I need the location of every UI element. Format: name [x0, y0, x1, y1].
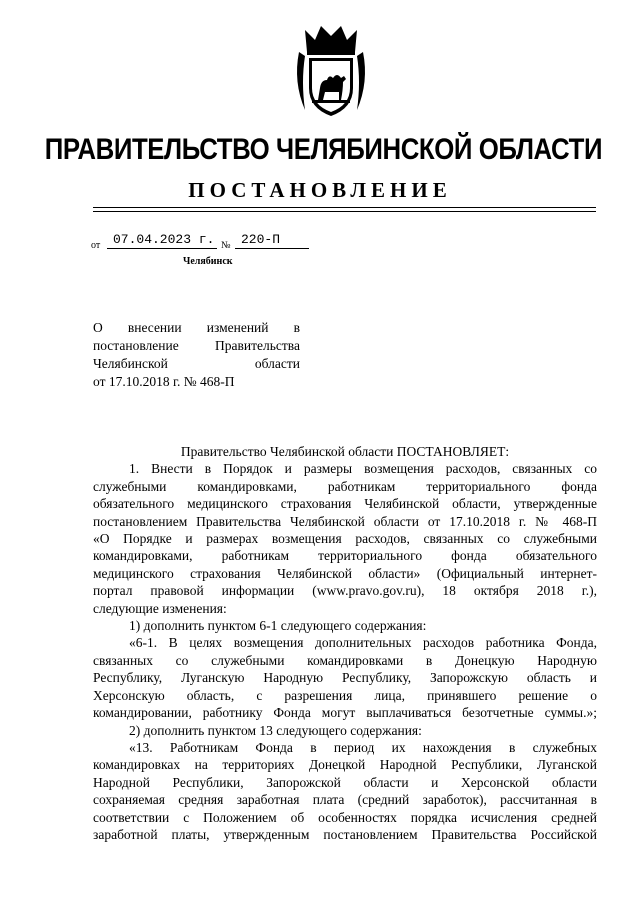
- body-line: обязательного медицинского страхования Челябинской области, утвержденные: [93, 496, 597, 512]
- body-line: командировками, работникам территориального фонда обязательного: [93, 548, 597, 564]
- subject-line: от 17.10.2018 г. № 468-П: [93, 374, 235, 389]
- body-line: 2) дополнить пунктом 13 следующего содержания:: [129, 722, 422, 738]
- header-rule-thick: [93, 207, 596, 208]
- number-prefix: №: [221, 240, 231, 251]
- body-line: сохраняемая средняя заработная плата (средний заработок), рассчитанная в: [93, 792, 597, 808]
- coat-of-arms-icon: [291, 22, 371, 122]
- body-line: постановлением Правительства Челябинской области от 17.10.2018 г. № 468-П: [93, 513, 597, 529]
- body-line: Народной Республики, Запорожской области и Херсонской области: [93, 774, 597, 790]
- document-date: 07.04.2023 г.: [113, 232, 215, 247]
- subject-line: Челябинской области: [93, 356, 300, 371]
- document-subject: [93, 319, 300, 391]
- body-line: Правительство Челябинской области ПОСТАНОВЛЯЕТ:: [180, 444, 510, 459]
- body-line: 1) дополнить пунктом 6-1 следующего содержания:: [129, 618, 427, 634]
- issue-city: Челябинск: [183, 256, 233, 267]
- government-title: ПРАВИТЕЛЬСТВО ЧЕЛЯБИНСКОЙ ОБЛАСТИ: [44, 133, 603, 166]
- subject-line: О внесении изменений в: [93, 320, 300, 335]
- header-rule-thin: [93, 211, 596, 212]
- date-prefix: от: [91, 240, 101, 251]
- document-number: 220-П: [241, 232, 281, 247]
- body-line: связанных со служебными командировками в Донецкую Народную: [93, 652, 597, 668]
- body-line: медицинского страхования Челябинской области» (Официальный интернет-: [93, 565, 597, 581]
- subject-line: постановление Правительства: [93, 338, 300, 353]
- body-line: командировках на территориях Донецкой Народной Республики, Луганской: [93, 757, 597, 773]
- body-line: «6-1. В целях возмещения дополнительных расходов работника Фонда,: [129, 635, 597, 651]
- body-line: «О Порядке и размерах возмещения расходов, связанных со служебными: [93, 531, 597, 547]
- body-line: 1. Внести в Порядок и размеры возмещения расходов, связанных со: [129, 461, 597, 477]
- body-line: Херсонскую область, с разрешения лица, принявшего решение о: [93, 687, 597, 703]
- number-underline: [235, 248, 309, 249]
- body-line: «13. Работникам Фонда в период их нахождения в служебных: [129, 739, 597, 755]
- document-body: [93, 443, 597, 843]
- body-line: Республику, Луганскую Народную Республику, Запорожскую область и: [93, 670, 597, 686]
- date-underline: [107, 248, 217, 249]
- document-type: ПОСТАНОВЛЕНИЕ: [188, 178, 452, 202]
- body-line: следующие изменения:: [93, 600, 227, 616]
- body-line: командировании, работнику Фонда могут выплачиваться безотчетные суммы.»;: [93, 705, 597, 721]
- body-line: заработной платы, утвержденным постановлением Правительства Российской: [93, 826, 597, 842]
- body-line: служебными командировками, работникам территориального фонда: [93, 478, 597, 494]
- body-line: соответствии с Положением об особенностях порядка исчисления средней: [93, 809, 597, 825]
- body-line: портал правовой информации (www.pravo.gov.ru), 18 октября 2018 г.),: [93, 583, 597, 599]
